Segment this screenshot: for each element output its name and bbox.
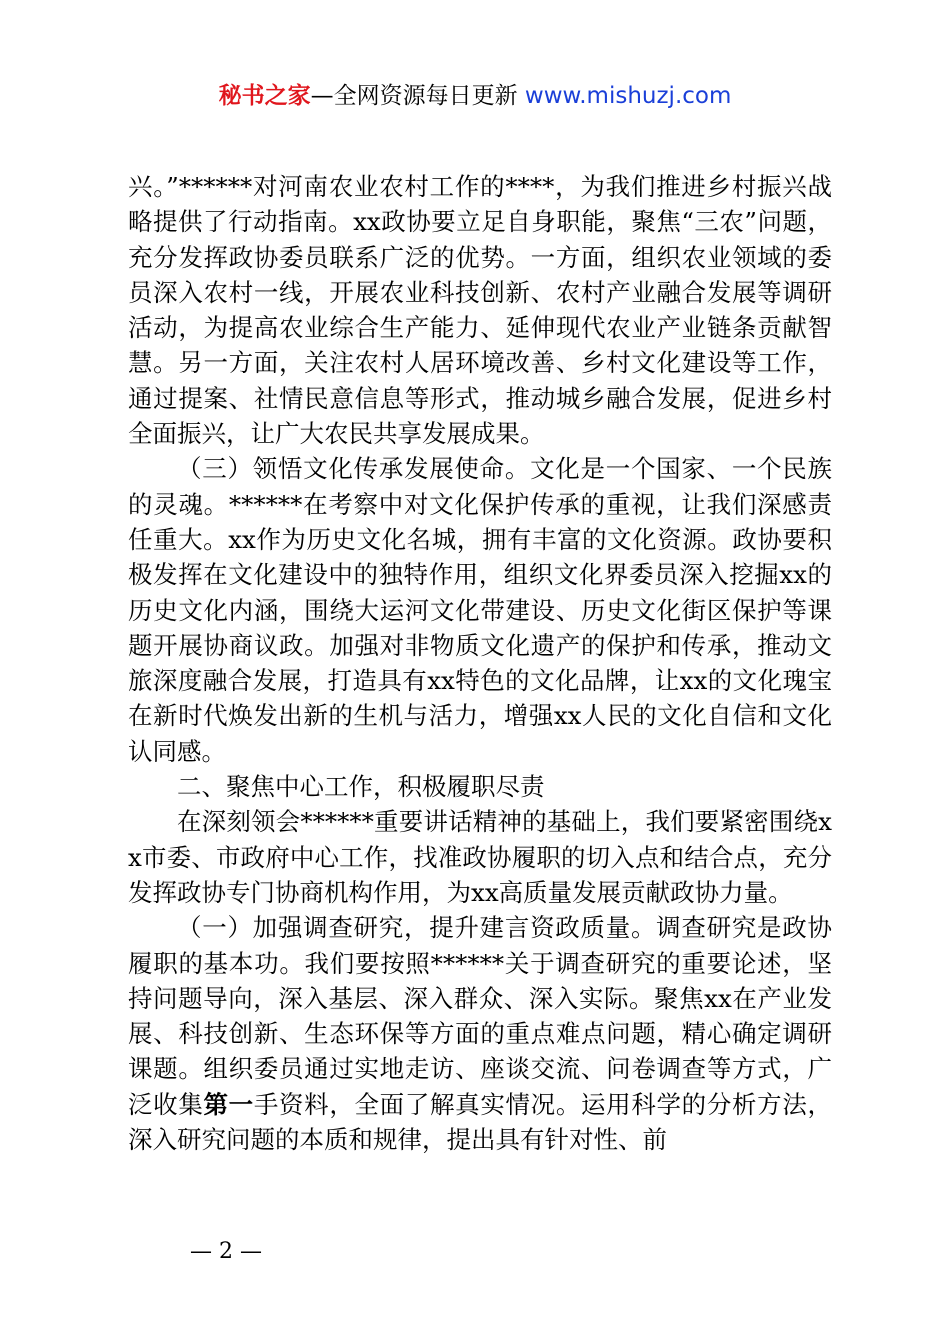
paragraph-central-work: 在深刻领会******重要讲话精神的基础上，我们要紧密围绕xx市委、市政府中心工作，找准政协履职的切入点和结合点，充分发挥政协专门协商机构作用，为xx高质量发展贡献政协力量。 [128, 807, 832, 907]
paragraph-research-bold: 第一 [203, 1089, 254, 1119]
brand-name: 秘书之家 [218, 83, 311, 109]
section-heading: 二、聚焦中心工作，积极履职尽责 [177, 772, 545, 802]
site-banner [0, 80, 950, 112]
paragraph-continuation: 兴。”******对河南农业农村工作的****，为我们推进乡村振兴战略提供了行动指南。xx政协要立足自身职能，聚焦“三农”问题，充分发挥政协委员联系广泛的优势。一方面，组织农业领域的委员深入农村一线，开展农业科技创新、农村产业融合发展等调研活动，为提高农业综合生产能力、延伸现代农业产业链条贡献智慧。另一方面，关注农村人居环境改善、乡村文化建设等工作，通过提案、社情民意信息等形式，推动城乡融合发展，促进乡村全面振兴，让广大农民共享发展成果。 [128, 172, 832, 449]
paragraph-culture-mission: （三）领悟文化传承发展使命。文化是一个国家、一个民族的灵魂。******在考察中对文化保护传承的重视，让我们深感责任重大。xx作为历史文化名城，拥有丰富的文化资源。政协要积极发挥在文化建设中的独特作用，组织文化界委员深入挖掘xx的历史文化内涵，围绕大运河文化带建设、历史文化街区保护等课题开展协商议政。加强对非物质文化遗产的保护和传承，推动文旅深度融合发展，打造具有xx特色的文化品牌，让xx的文化瑰宝在新时代焕发出新的生机与活力，增强xx人民的文化自信和文化认同感。 [128, 454, 832, 766]
paragraph-research [128, 910, 832, 1157]
document-body [128, 169, 832, 1157]
page-number: — 2 — [190, 1239, 262, 1264]
paragraph-research-part2: 手资料，全面了解真实情况。运用科学的分析方法，深入研究问题的本质和规律，提出具有针对性、前 [128, 1089, 833, 1155]
banner-slogan: 全网资源每日更新 [333, 83, 518, 109]
banner-dash: — [310, 83, 334, 109]
paragraph-research-part1: （一）加强调查研究，提升建言资政质量。调查研究是政协履职的基本功。我们要按照******关于调查研究的重要论述，坚持问题导向，深入基层、深入群众、深入实际。聚焦xx在产业发展、科技创新、生态环保等方面的重点难点问题，精心确定调研课题。组织委员通过实地走访、座谈交流、问卷调查等方式，广泛收集 [128, 913, 832, 1119]
site-url-link[interactable]: www.mishuzj.com [524, 83, 732, 109]
